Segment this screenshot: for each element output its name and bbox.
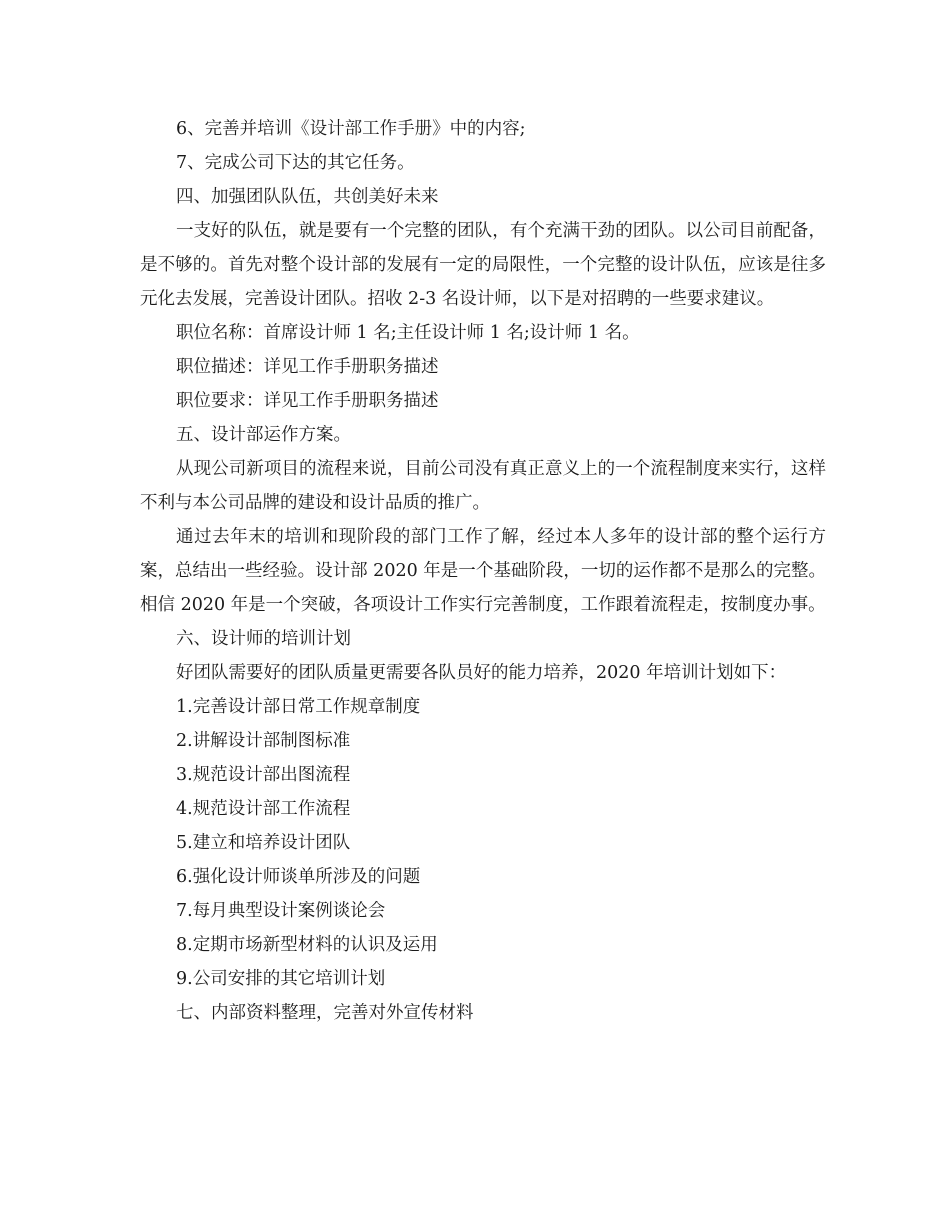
job-requirement-line: 职位要求：详见工作手册职务描述	[176, 391, 439, 411]
list-item: 7.每月典型设计案例谈论会	[176, 901, 386, 921]
list-item: 2.讲解设计部制图标准	[176, 731, 351, 751]
list-item: 1.完善设计部日常工作规章制度	[176, 697, 421, 717]
list-item: 5.建立和培养设计团队	[176, 833, 351, 853]
paragraph: 从现公司新项目的流程来说，目前公司没有真正意义上的一个流程制度来实行，这样不利与本公司品牌的建设和设计品质的推广。	[140, 459, 826, 513]
section-heading: 六、设计师的培训计划	[176, 629, 351, 649]
list-item: 9.公司安排的其它培训计划	[176, 969, 386, 989]
list-item: 8.定期市场新型材料的认识及运用	[176, 935, 438, 955]
job-description-line: 职位描述：详见工作手册职务描述	[176, 357, 439, 377]
section-heading: 四、加强团队队伍，共创美好未来	[176, 187, 439, 207]
paragraph: 通过去年末的培训和现阶段的部门工作了解，经过本人多年的设计部的整个运行方案，总结出一些经验。设计部 2020 年是一个基础阶段，一切的运作都不是那么的完整。相信 2020 年是一个突破，各项设计工作实行完善制度，工作跟着流程走，按制度办事。	[140, 527, 826, 615]
list-item: 6.强化设计师谈单所涉及的问题	[176, 867, 421, 887]
paragraph: 好团队需要好的团队质量更需要各队员好的能力培养，2020 年培训计划如下：	[176, 663, 787, 683]
list-item: 4.规范设计部工作流程	[176, 799, 351, 819]
document-body	[140, 112, 826, 1030]
list-item: 3.规范设计部出图流程	[176, 765, 351, 785]
section-heading: 五、设计部运作方案。	[176, 425, 351, 445]
list-item: 6、完善并培训《设计部工作手册》中的内容;	[176, 119, 526, 139]
job-title-line: 职位名称：首席设计师 1 名;主任设计师 1 名;设计师 1 名。	[176, 323, 640, 343]
section-heading: 七、内部资料整理，完善对外宣传材料	[176, 1003, 474, 1023]
list-item: 7、完成公司下达的其它任务。	[176, 153, 415, 173]
paragraph: 一支好的队伍，就是要有一个完整的团队，有个充满干劲的团队。以公司目前配备，是不够的。首先对整个设计部的发展有一定的局限性，一个完整的设计队伍，应该是往多元化去发展，完善设计团队。招收 2-3 名设计师，以下是对招聘的一些要求建议。	[140, 221, 826, 309]
